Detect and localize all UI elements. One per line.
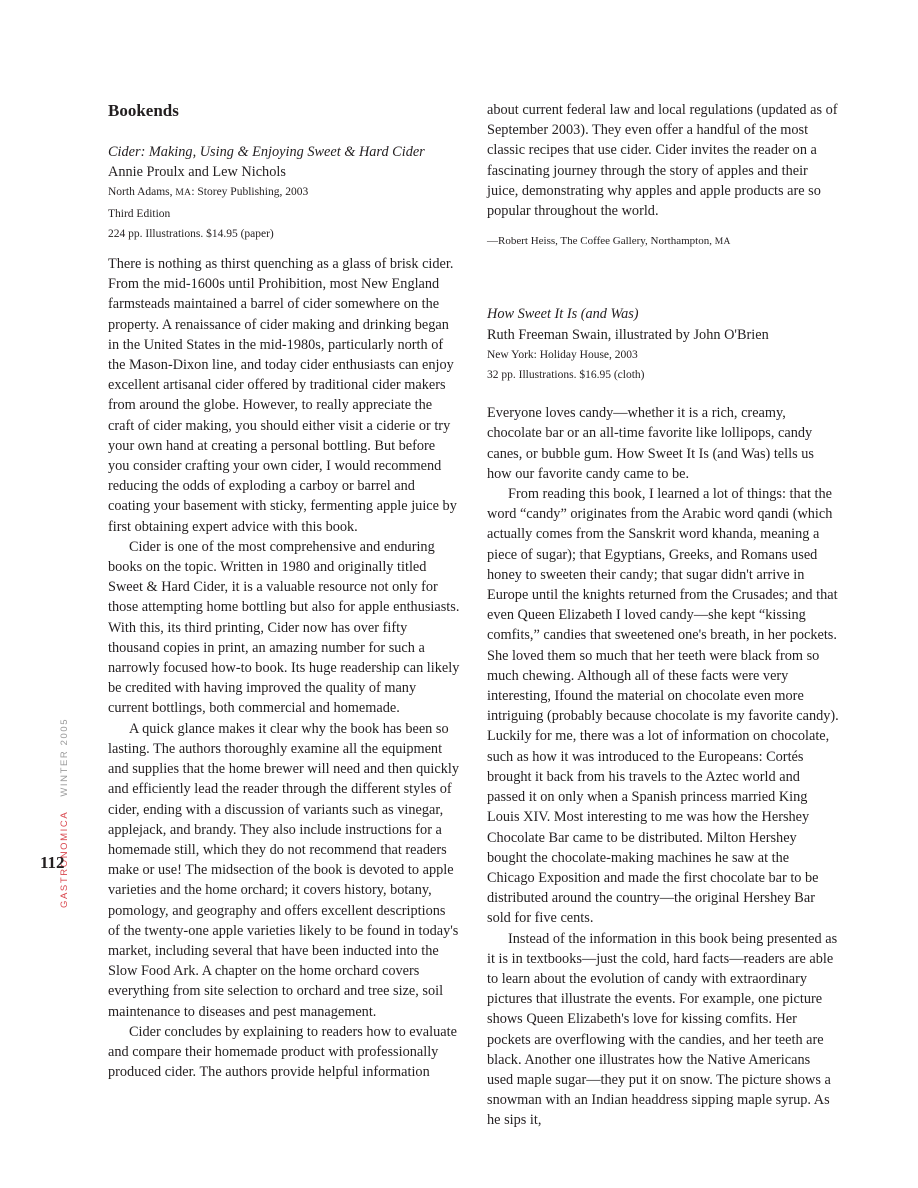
review1-bibliography	[108, 142, 460, 244]
review1-book-title: Cider: Making, Using & Enjoying Sweet & Hard Cider	[108, 144, 425, 160]
right-column	[487, 100, 839, 1131]
review1-paragraph-3: A quick glance makes it clear why the book has been so lasting. The authors thoroughly examine all the equipment and supplies that the home brewer will need and then quickly and efficiently lead the reader through the different styles of cider, ending with a discussion of variants such as vinegar, applejack, and brandy. They also include instructions for a homemade still, which they do not recommend that readers make or use! The midsection of the book is devoted to apple varieties and the home orchard; it covers history, botany, pomology, and geography and offers excellent descriptions of the twenty-one apple varieties likely to be found in today's market, including several that have been inducted into the Slow Food Ark. A chapter on the home orchard covers everything from site selection to orchard and tree size, soil maintenance to diseases and pest management.	[108, 720, 459, 1020]
review2-authors: Ruth Freeman Swain, illustrated by John O'Brien	[487, 326, 769, 343]
review2-book-title: How Sweet It Is (and Was)	[487, 306, 639, 323]
review1-reviewer: —Robert Heiss, The Coffee Gallery, Northampton, MA	[487, 235, 731, 248]
issue-season: WINTER 2005	[59, 717, 70, 797]
review1-authors: Annie Proulx and Lew Nichols	[108, 164, 286, 181]
review2-bibliography	[487, 304, 839, 385]
review1-edition: Third Edition	[108, 207, 171, 220]
review1-paragraph-4-start: Cider concludes by explaining to readers how to evaluate and compare their homemade product with professionally produced cider. The authors provide helpful information	[108, 1023, 457, 1081]
section-title: Bookends	[108, 101, 179, 120]
review1-paragraph-2: Cider is one of the most comprehensive and enduring books on the topic. Written in 1980 and originally titled Sweet & Hard Cider, it is a valuable resource not only for those attempting home bottling but also for apple enthusiasts. With this, its third printing, Cider now has over fifty thousand copies in print, an amazing number for such a narrowly focused how-to book. Its huge readership can likely be credited with having improved the quality of many current bottlings, both commercial and homemade.	[108, 538, 460, 717]
review2-paragraph-3: Instead of the information in this book being presented as it is in textbooks—just the cold, hard facts—readers are able to learn about the evolution of candy with extraordinary pictures that illustrate the events. For example, one picture shows Queen Elizabeth's love for kissing comfits. Her pockets are overflowing with the candies, and her teeth are black. Another one illustrates how the Native Americans used maple sugar—they put it on snow. The picture shows a snowman with an Indian headdress sipping maple syrup. As he sips it,	[487, 930, 838, 1129]
review2-paragraph-1: Everyone loves candy—whether it is a rich, creamy, chocolate bar or an all-time favorite like lollipops, candy canes, or bubble gum. How Sweet It Is (and Was) tells us how our favorite candy came to be.	[487, 405, 814, 482]
review2-paragraph-2: From reading this book, I learned a lot of things: that the word “candy” originates from the Arabic word qandi (which actually comes from the Sanskrit word khanda, meaning a piece of sugar); that Egyptians, Greeks, and Romans used honey to sweeten their candy; that sugar didn't arrive in Europe until the knights returned from the Crusades; and that even Queen Elizabeth I loved candy—she kept “kissing comfits,” candies that sweetened one's breath, in her pockets. She loved them so much that her teeth were black from so much chewing. Although all of these facts were very interesting, Ifound the material on chocolate even more intriguing (probably because chocolate is my favorite candy). Luckily for me, there was a lot of information on chocolate, such as how it was introduced to the Europeans: Cortés brought it back from his travels to the Aztec world and passed it on only when a Spanish princess married King Louis XIV. Most interesting to me was how the Hershey Chocolate Bar came to be distributed. Milton Hershey bought the chocolate-making machines he saw at the Chicago Exposition and made the first chocolate bar to be distributed around the country—the original Hershey Bar sold for five cents.	[487, 486, 839, 927]
review1-details: 224 pp. Illustrations. $14.95 (paper)	[108, 227, 274, 240]
review2-details: 32 pp. Illustrations. $16.95 (cloth)	[487, 369, 645, 382]
review1-body-left	[108, 254, 460, 1082]
page-number: 112	[40, 853, 65, 872]
magazine-name: GASTRONOMICA	[59, 810, 70, 908]
review1-paragraph-1: There is nothing as thirst quenching as a glass of brisk cider. From the mid-1600s until Prohibition, most New England farmsteads maintained a barrel of cider somewhere on the property. A renaissance of cider making and drinking began in the United States in the mid-1980s, particularly north of the Mason-Dixon line, and today cider enthusiasts can enjoy excellent artisanal cider offered by traditional cider makers from around the globe. However, to really appreciate the craft of cider making, you should either visit a ciderie or try your own hand at creating a personal bottling. But before you consider crafting your own cider, I would recommend reducing the odds of exploding a carboy or barrel and coating your basement with sticky, fermenting apple juice by first obtaining expert advice with this book.	[108, 256, 457, 535]
review1-publisher: North Adams, MA: Storey Publishing, 2003	[108, 186, 309, 199]
margin-running-head	[59, 718, 70, 908]
left-column	[108, 100, 460, 1082]
review2-publisher: New York: Holiday House, 2003	[487, 348, 638, 361]
review2-body	[487, 403, 839, 1130]
review1-paragraph-4-continued: about current federal law and local regulations (updated as of September 2003). They even offer a handful of the most classic recipes that use cider. Cider invites the reader on a fascinating journey through the story of apples and their juice, demonstrating why apples and apple products are so popular throughout the world.	[487, 102, 838, 220]
